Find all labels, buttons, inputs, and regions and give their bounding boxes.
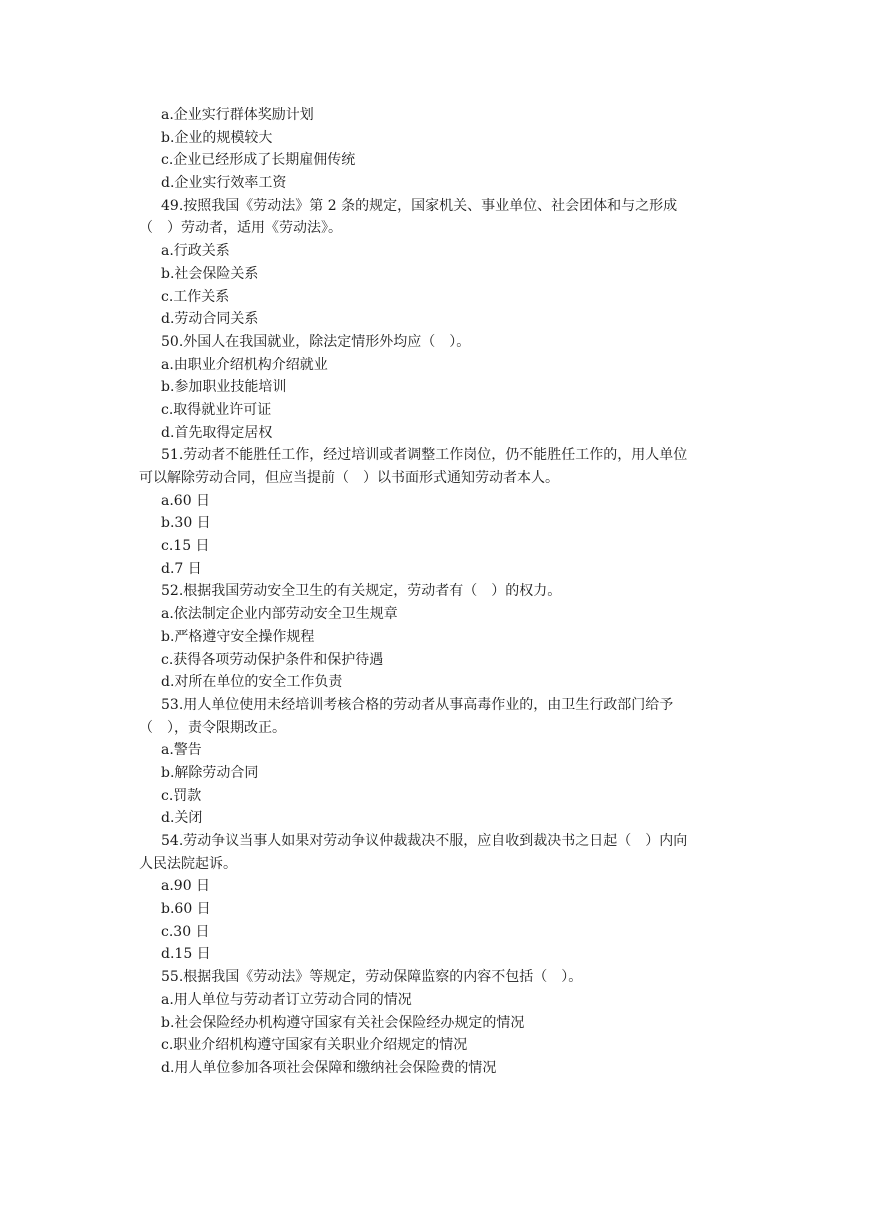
answer-option: c.取得就业许可证	[161, 401, 272, 418]
answer-option: d.关闭	[161, 810, 203, 827]
answer-option: d.用人单位参加各项社会保障和缴纳社会保险费的情况	[161, 1059, 497, 1076]
answer-option: d.企业实行效率工资	[161, 175, 287, 192]
answer-option: c.职业介绍机构遵守国家有关职业介绍规定的情况	[161, 1037, 468, 1054]
question-text: 53.用人单位使用未经培训考核合格的劳动者从事高毒作业的，由卫生行政部门给予	[161, 696, 674, 713]
answer-option: b.60 日	[161, 901, 211, 918]
answer-option: a.依法制定企业内部劳动安全卫生规章	[161, 606, 398, 623]
answer-option: a.由职业介绍机构介绍就业	[161, 356, 328, 373]
answer-option: c.工作关系	[161, 288, 230, 305]
answer-option: d.劳动合同关系	[161, 311, 259, 328]
answer-option: b.社会保险经办机构遵守国家有关社会保险经办规定的情况	[161, 1014, 525, 1031]
answer-option: c.企业已经形成了长期雇佣传统	[161, 152, 356, 169]
answer-option: a.行政关系	[161, 243, 230, 260]
answer-option: b.企业的规模较大	[161, 129, 273, 146]
document-page	[139, 104, 739, 1080]
answer-option: d.15 日	[161, 946, 211, 963]
answer-option: c.获得各项劳动保护条件和保护待遇	[161, 651, 384, 668]
question-text-continued: （ ），责令限期改正。	[139, 719, 286, 736]
answer-option: a.60 日	[161, 492, 211, 509]
question-text: 51.劳动者不能胜任工作，经过培训或者调整工作岗位，仍不能胜任工作的，用人单位	[161, 447, 688, 464]
answer-option: c.30 日	[161, 923, 210, 940]
answer-option: c.罚款	[161, 787, 202, 804]
answer-option: a.用人单位与劳动者订立劳动合同的情况	[161, 991, 412, 1008]
answer-option: d.对所在单位的安全工作负责	[161, 674, 343, 691]
question-text-continued: 可以解除劳动合同，但应当提前（ ）以书面形式通知劳动者本人。	[139, 470, 559, 486]
answer-option: a.企业实行群体奖励计划	[161, 107, 314, 123]
answer-option: d.首先取得定居权	[161, 424, 273, 441]
question-text: 55.根据我国《劳动法》等规定，劳动保障监察的内容不包括（ ）。	[161, 969, 583, 986]
answer-option: c.15 日	[161, 538, 210, 555]
answer-option: b.严格遵守安全操作规程	[161, 628, 315, 645]
answer-option: b.30 日	[161, 515, 211, 532]
question-text: 49.按照我国《劳动法》第 2 条的规定，国家机关、事业单位、社会团体和与之形成	[161, 197, 678, 214]
question-text: 54.劳动争议当事人如果对劳动争议仲裁裁决不服，应自收到裁决书之日起（ ）内向	[161, 833, 688, 849]
answer-option: d.7 日	[161, 560, 202, 577]
question-text: 50.外国人在我国就业，除法定情形外均应（ ）。	[161, 333, 471, 350]
answer-option: b.社会保险关系	[161, 265, 259, 282]
question-text: 52.根据我国劳动安全卫生的有关规定，劳动者有（ ）的权力。	[161, 583, 562, 600]
question-text-continued: 人民法院起诉。	[139, 855, 237, 872]
answer-option: b.参加职业技能培训	[161, 379, 287, 396]
answer-option: b.解除劳动合同	[161, 764, 259, 781]
answer-option: a.90 日	[161, 878, 211, 895]
question-text-continued: （ ）劳动者，适用《劳动法》。	[139, 220, 342, 237]
answer-option: a.警告	[161, 742, 202, 759]
